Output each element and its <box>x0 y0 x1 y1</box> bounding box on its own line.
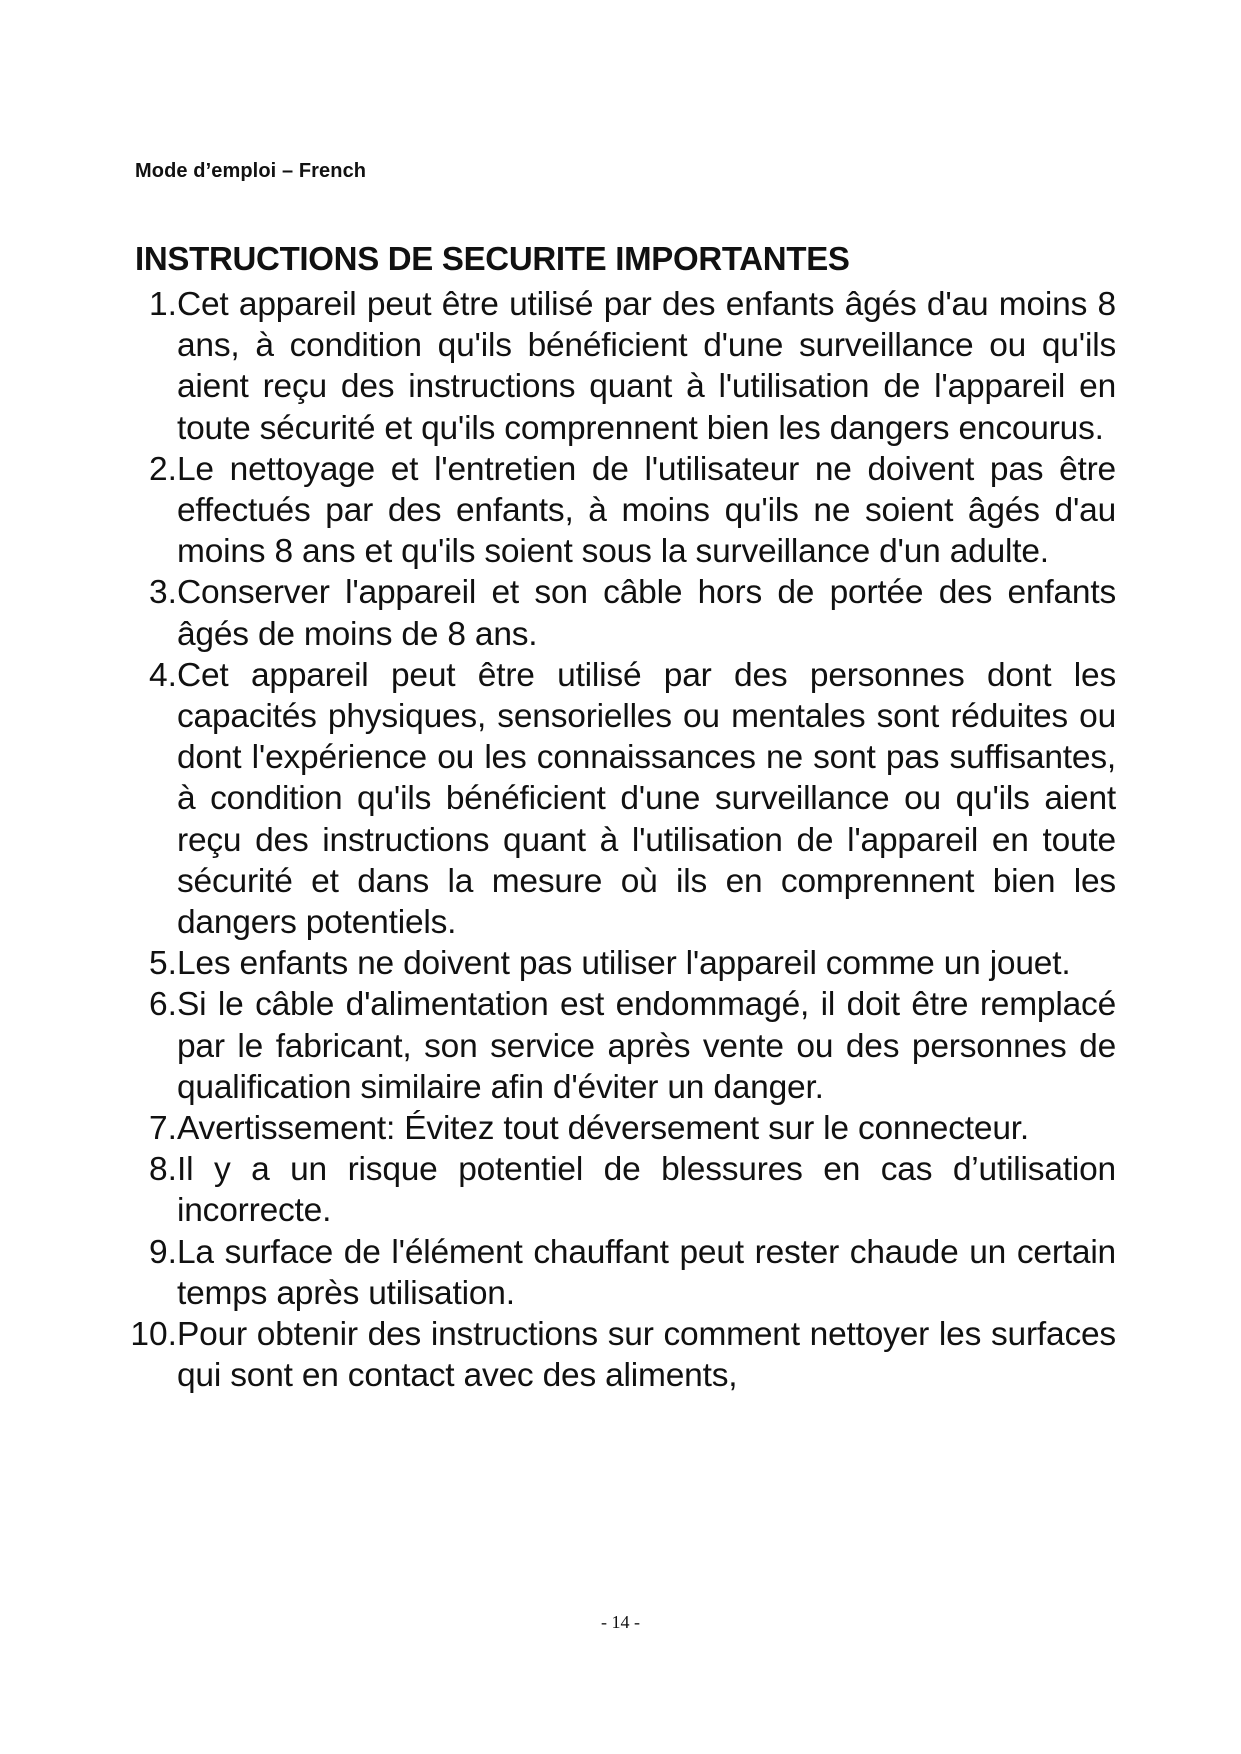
item-text: Conserver l'appareil et son câble hors de portée des enfants âgés de moins de 8 ans. <box>177 574 1116 653</box>
item-number: 1. <box>149 286 177 323</box>
item-text: Il y a un risque potentiel de blessures en cas d’utilisation incorrecte. <box>177 1151 1116 1230</box>
list-item <box>100 1149 1116 1231</box>
item-text: Les enfants ne doivent pas utiliser l'appareil comme un jouet. <box>177 945 1071 983</box>
item-number: 5. <box>149 945 177 983</box>
item-text: Si le câble d'alimentation est endommagé, il doit être remplacé par le fabricant, son service après vente ou des personnes de qualification similaire afin d'éviter un danger. <box>177 986 1116 1106</box>
list-item <box>100 284 1116 449</box>
list-item <box>100 943 1116 984</box>
list-item <box>100 1108 1116 1149</box>
item-number: 7. <box>149 1110 177 1148</box>
list-item <box>100 984 1116 1108</box>
list-item <box>100 572 1116 654</box>
safety-instructions-list <box>100 284 1116 1396</box>
item-number: 4. <box>149 656 177 694</box>
page-header: Mode d’emploi – French <box>135 160 367 182</box>
item-text: Pour obtenir des instructions sur comment nettoyer les surfaces qui sont en contact avec des aliments, <box>177 1316 1116 1395</box>
item-text: Le nettoyage et l'entretien de l'utilisateur ne doivent pas être effectués par des enfants, à moins qu'ils ne soient âgés d'au moins 8 ans et qu'ils soient sous la surveillance d'un adulte. <box>177 450 1116 571</box>
item-text: Cet appareil peut être utilisé par des enfants âgés d'au moins 8 ans, à condition qu'ils bénéficient d'une surveillance ou qu'ils aient reçu des instructions quant à l'utilisation de l'appareil en toute sécurité et qu'ils comprennent bien les dangers encourus. <box>177 286 1116 447</box>
section-title: INSTRUCTIONS DE SECURITE IMPORTANTES <box>135 240 850 277</box>
item-number: 9. <box>149 1233 177 1271</box>
list-item <box>100 655 1116 943</box>
list-item <box>100 449 1116 573</box>
item-text: Cet appareil peut être utilisé par des personnes dont les capacités physiques, sensorielles ou mentales sont réduites ou dont l'expérience ou les connaissances ne sont pas suffisantes, à condition qu'ils bénéficient d'une surveillance ou qu'ils aient reçu des instructions quant à l'utilisation de l'appareil en toute sécurité et dans la mesure où ils en comprennent bien les dangers potentiels. <box>177 656 1116 942</box>
list-item <box>100 1232 1116 1314</box>
item-number: 6. <box>149 986 177 1024</box>
page-number: - 14 - <box>601 1612 640 1632</box>
item-text: Avertissement: Évitez tout déversement sur le connecteur. <box>177 1110 1029 1148</box>
item-number: 2. <box>149 450 177 488</box>
item-number: 10. <box>130 1316 177 1354</box>
list-item <box>100 1314 1116 1396</box>
item-text: La surface de l'élément chauffant peut rester chaude un certain temps après utilisation. <box>177 1233 1116 1312</box>
item-number: 3. <box>149 574 177 612</box>
item-number: 8. <box>149 1151 177 1189</box>
